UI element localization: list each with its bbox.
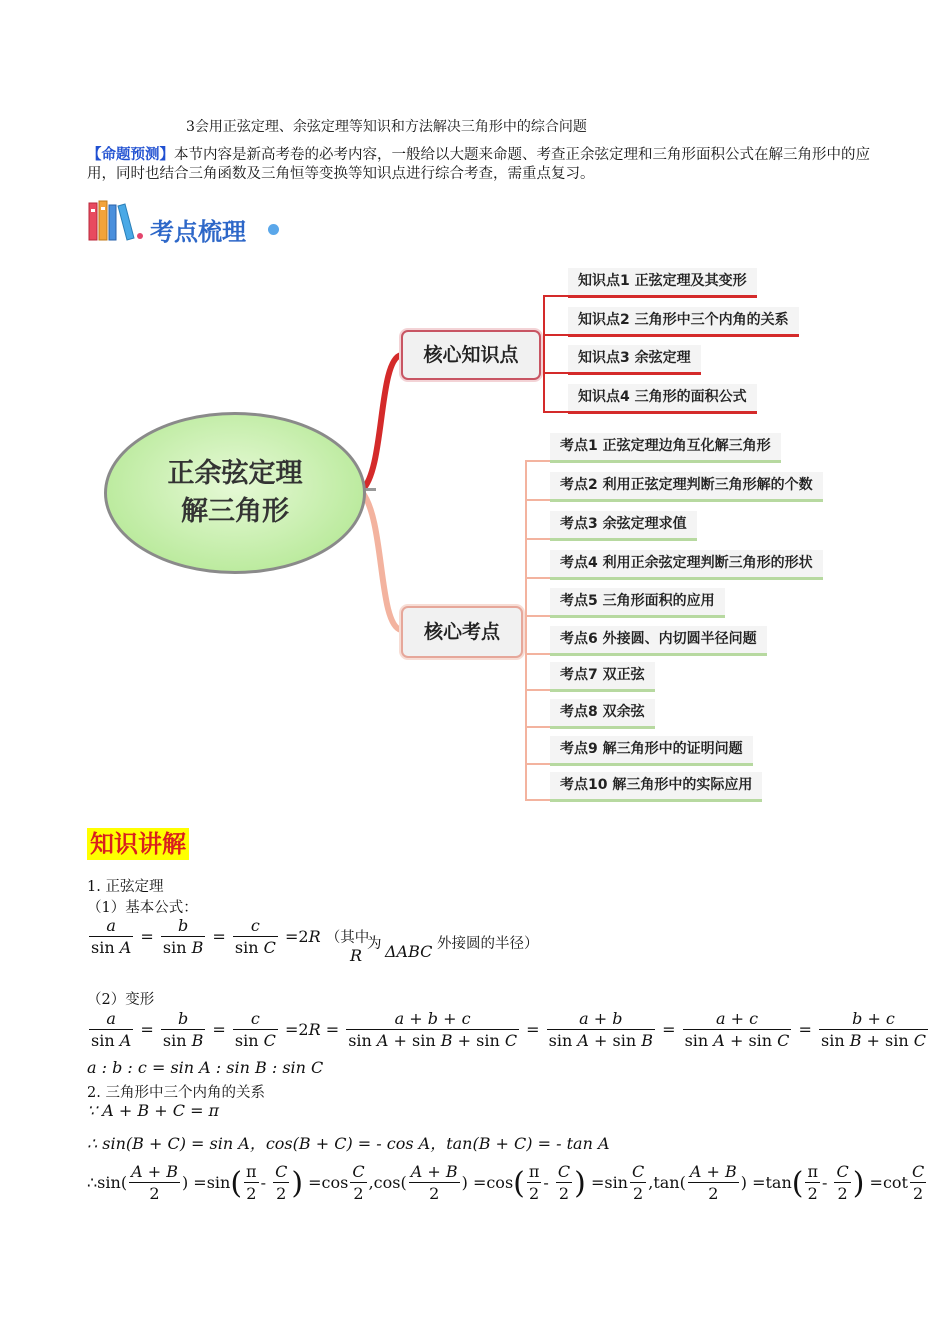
note-mid: 为: [367, 936, 382, 952]
center-line-2: 解三角形: [181, 496, 289, 527]
note-r: R: [350, 946, 363, 965]
item1-title: 1. 正弦定理: [87, 879, 164, 895]
knowledge-point-2: 知识点2 三角形中三个内角的关系: [568, 307, 799, 337]
hub-core-exam: 核心考点: [401, 606, 523, 658]
exam-point-8: 考点8 双余弦: [550, 699, 655, 729]
formula-sine-variation: $\frac{a}{\text{sin A}}$ = $\frac{b}{\text{sin B}}$ = $\frac{c}{\text{sin C}}$ =2R = $\frac{a + b + c}{\text{sin A + sin B + sin C}}$ = $\frac{a + b}{\text{sin A + sin B}}$ = $\frac{a + c}{\text{sin A + sin C}}$ = $\frac{b + c}{\text{sin B + sin C}}$: [91, 1009, 927, 1050]
objective-line: 3会用正弦定理、余弦定理等知识和方法解决三角形中的综合问题: [186, 119, 587, 135]
note-triangle: ΔABC: [385, 942, 433, 961]
therefore-line: ∴ sin(B + C) = sin A，cos(B + C) = - cos A，tan(B + C) = - tan A: [87, 1134, 610, 1153]
exam-point-10: 考点10 解三角形中的实际应用: [550, 772, 762, 802]
formula-half-angle: ∴sin( $\frac{A + B}{2}$ ) =sin( $\frac{\pi}{2}$ - $\frac{C}{2}$ ) =cos $\frac{C}{2}$ ,cos( $\frac{A + B}{2}$ ) =cos( $\frac{\pi}{2}$ - $\frac{C}{2}$ ) =sin $\frac{C}{2}$ ,tan( $\frac{A + B}{2}$ ) =tan( $\frac{\pi}{2}$ - $\frac{C}{2}$ ) =cot $\frac{C}{2}$: [87, 1162, 925, 1203]
exam-point-6: 考点6 外接圆、内切圆半径问题: [550, 626, 767, 656]
item2-title: 2. 三角形中三个内角的关系: [87, 1085, 265, 1101]
note-post: 外接圆的半径）: [437, 936, 539, 952]
exam-point-4: 考点4 利用正余弦定理判断三角形的形状: [550, 550, 823, 580]
knowledge-point-1: 知识点1 正弦定理及其变形: [568, 268, 757, 298]
knowledge-point-4: 知识点4 三角形的面积公式: [568, 384, 757, 414]
note-pre: （其中: [325, 930, 370, 946]
knowledge-point-3: 知识点3 余弦定理: [568, 345, 701, 375]
exam-point-2: 考点2 利用正弦定理判断三角形解的个数: [550, 472, 823, 502]
prediction-text: 本节内容是新高考卷的必考内容，一般给以大题来命题、考查正余弦定理和三角形面积公式在解三角形中的应用，同时也结合三角函数及三角恒等变换等知识点进行综合考查，需重点复习。: [87, 147, 870, 182]
item1-sub2: （2）变形: [87, 992, 155, 1008]
prediction-tag: 【命题预测】: [87, 147, 174, 163]
hub-core-knowledge: 核心知识点: [401, 330, 541, 380]
mindmap-center-node: [104, 412, 366, 574]
center-line-1: 正余弦定理: [167, 458, 303, 489]
exam-point-3: 考点3 余弦定理求值: [550, 511, 697, 541]
formula-sine-law: $\frac{a}{\text{sin A}}$ = $\frac{b}{\text{sin B}}$ = $\frac{c}{\text{sin C}}$ =2R （其中: [91, 916, 370, 957]
item1-sub1: （1）基本公式：: [87, 900, 198, 916]
ratio-line: a : b : c = sin A : sin B : sin C: [87, 1058, 324, 1077]
exam-point-1: 考点1 正弦定理边角互化解三角形: [550, 433, 781, 463]
exam-point-9: 考点9 解三角形中的证明问题: [550, 736, 753, 766]
exam-point-5: 考点5 三角形面积的应用: [550, 588, 725, 618]
section-title-zhishi: 知识讲解: [87, 828, 189, 860]
angle-sum: ∵ A + B + C = π: [87, 1101, 220, 1120]
exam-point-7: 考点7 双正弦: [550, 662, 655, 692]
section-title-kaodian: 考点梳理: [150, 218, 246, 246]
